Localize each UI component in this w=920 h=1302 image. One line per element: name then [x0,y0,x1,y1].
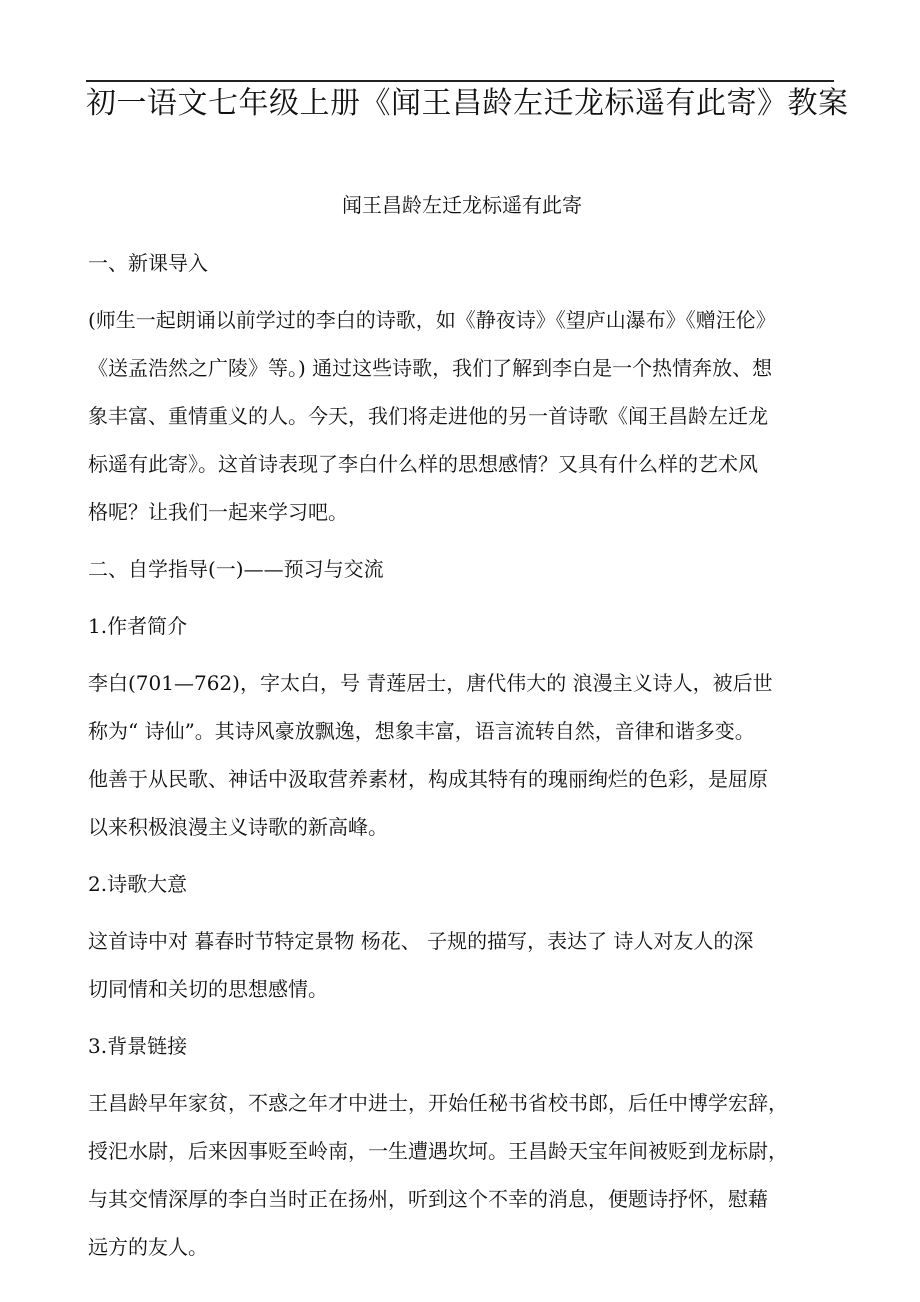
paragraph-line: 《送孟浩然之广陵》等。) 通过这些诗歌，我们了解到李白是一个热情奔放、想 [88,356,773,380]
paragraph-line: 称为“ 诗仙”。其诗风豪放飘逸，想象丰富，语言流转自然，音律和谐多变。 [88,719,755,743]
meaning-paragraph [88,922,836,1008]
background-paragraph [88,1084,836,1266]
poem-heading: 闻王昌龄左迁龙标遥有此寄 [342,193,582,217]
paragraph-line: 格呢？让我们一起来学习吧。 [88,500,348,524]
author-paragraph [88,664,836,846]
header-rule [86,80,834,82]
paragraph-line: 这首诗中对 暮春时节特定景物 杨花、 子规的描写，表达了 诗人对友人的深 [88,929,754,953]
subheading-poem-meaning: 2.诗歌大意 [88,872,188,896]
paragraph-line: 切同情和关切的思想感情。 [88,977,328,1001]
document-title: 初一语文七年级上册《闻王昌龄左迁龙标遥有此寄》教案 [86,86,849,121]
paragraph-line: 象丰富、重情重义的人。今天，我们将走进他的另一首诗歌《闻王昌龄左迁龙 [88,404,768,428]
subheading-author-intro: 1.作者简介 [88,614,188,638]
paragraph-line: 以来积极浪漫主义诗歌的新高峰。 [88,815,388,839]
paragraph-line: 标遥有此寄》。这首诗表现了李白什么样的思想感情？又具有什么样的艺术风 [88,452,758,476]
paragraph-line: 与其交情深厚的李白当时正在扬州，听到这个不幸的消息，便题诗抒怀，慰藉 [88,1187,768,1211]
paragraph-line: 远方的友人。 [88,1235,208,1259]
paragraph-line: 李白(701—762)，字太白，号 青莲居士，唐代伟大的 浪漫主义诗人，被后世 [88,671,773,695]
paragraph-line: 授汜水尉，后来因事贬至岭南，一生遭遇坎坷。王昌龄天宝年间被贬到龙标尉， [88,1139,788,1163]
intro-paragraph [88,301,836,531]
subheading-background: 3.背景链接 [88,1034,188,1058]
section-heading-intro: 一、新课导入 [88,251,208,275]
paragraph-line: 他善于从民歌、神话中汲取营养素材，构成其特有的瑰丽绚烂的色彩，是屈原 [88,767,768,791]
paragraph-line: 王昌龄早年家贫，不惑之年才中进士，开始任秘书省校书郎，后任中博学宏辞， [88,1091,788,1115]
document-body [88,186,836,1285]
section-heading-self-study: 二、自学指导(一)——预习与交流 [88,557,384,581]
paragraph-line: (师生一起朗诵以前学过的李白的诗歌，如《静夜诗》《望庐山瀑布》《赠汪伦》 [88,308,776,332]
